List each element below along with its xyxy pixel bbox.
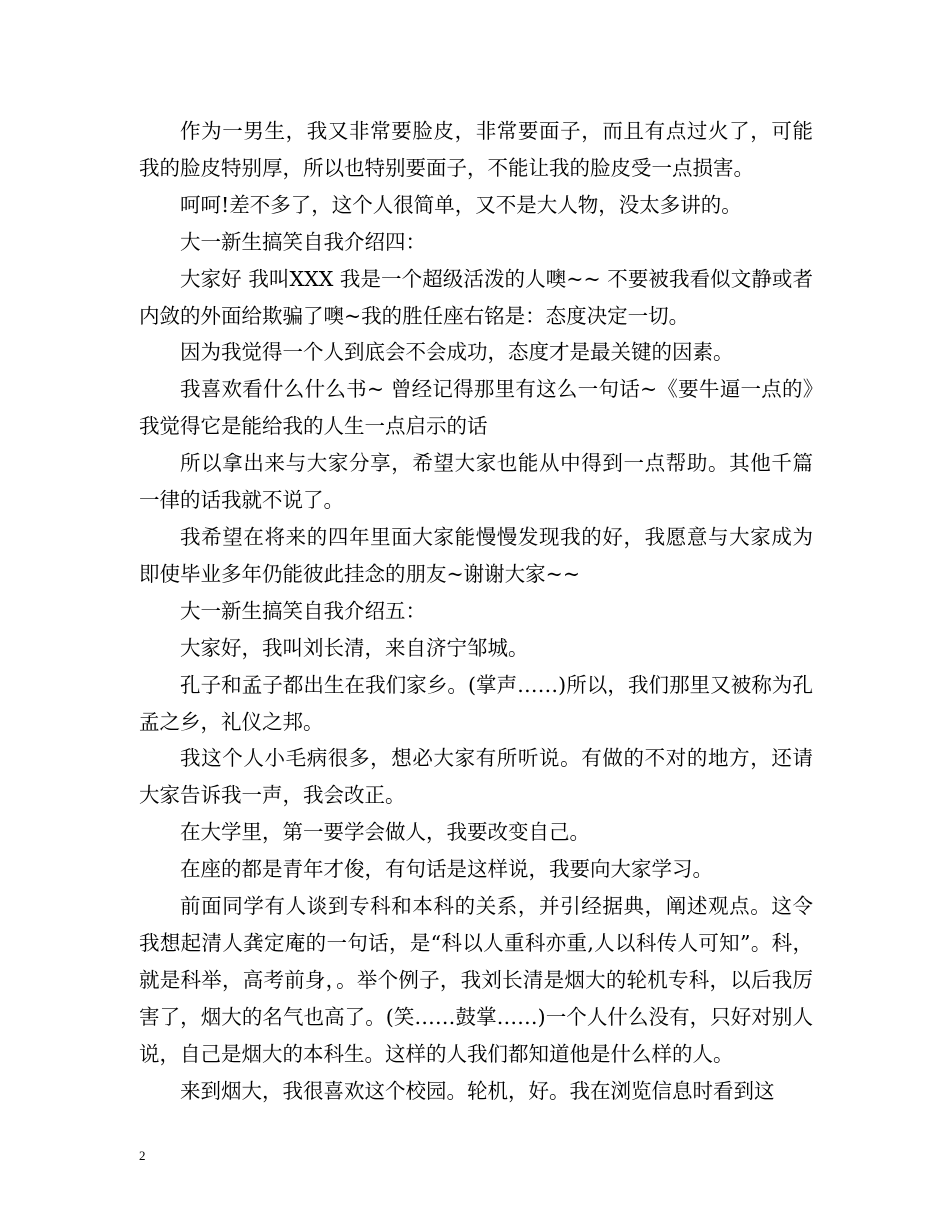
document-body — [139, 113, 813, 1109]
paragraph: 所以拿出来与大家分享，希望大家也能从中得到一点帮助。其他千篇一律的话我就不说了。 — [139, 451, 813, 513]
paragraph: 大家好 我叫XXX 我是一个超级活泼的人噢~~ 不要被我看似文静或者内敛的外面给欺骗了噢~我的胜任座右铭是：态度决定一切。 — [139, 266, 813, 328]
paragraph: 前面同学有人谈到专科和本科的关系，并引经据典，阐述观点。这令我想起清人龚定庵的一句话，是“科以人重科亦重,人以科传人可知”。科，就是科举，高考前身，。举个例子，我刘长清是烟大的轮机专科，以后我厉害了，烟大的名气也高了。(笑……鼓掌……)一个人什么没有，只好对别人说，自己是烟大的本科生。这样的人我们都知道他是什么样的人。 — [139, 894, 813, 1066]
paragraph: 呵呵!差不多了，这个人很简单，又不是大人物，没太多讲的。 — [180, 192, 742, 217]
paragraph: 在座的都是青年才俊，有句话是这样说，我要向大家学习。 — [180, 857, 713, 882]
paragraph: 作为一男生，我又非常要脸皮，非常要面子，而且有点过火了，可能我的脸皮特别厚，所以也特别要面子，不能让我的脸皮受一点损害。 — [139, 119, 813, 180]
paragraph: 我喜欢看什么什么书~ 曾经记得那里有这么一句话~《要牛逼一点的》我觉得它是能给我的人生一点启示的话 — [139, 377, 813, 439]
paragraph: 大家好，我叫刘长清，来自济宁邹城。 — [180, 635, 529, 660]
paragraph: 我希望在将来的四年里面大家能慢慢发现我的好，我愿意与大家成为即使毕业多年仍能彼此挂念的朋友~谢谢大家~~ — [139, 524, 813, 586]
page-number: 2 — [139, 1148, 146, 1163]
paragraph: 因为我觉得一个人到底会不会成功，态度才是最关键的因素。 — [180, 340, 734, 365]
paragraph: 孔子和孟子都出生在我们家乡。(掌声……)所以，我们那里又被称为孔孟之乡，礼仪之邦。 — [139, 672, 813, 734]
section-heading: 大一新生搞笑自我介绍四： — [180, 229, 426, 254]
section-heading: 大一新生搞笑自我介绍五： — [180, 598, 426, 623]
paragraph: 来到烟大，我很喜欢这个校园。轮机，好。我在浏览信息时看到这 — [180, 1078, 775, 1103]
paragraph: 在大学里，第一要学会做人，我要改变自己。 — [180, 820, 590, 845]
paragraph: 我这个人小毛病很多，想必大家有所听说。有做的不对的地方，还请大家告诉我一声，我会改正。 — [139, 746, 813, 808]
